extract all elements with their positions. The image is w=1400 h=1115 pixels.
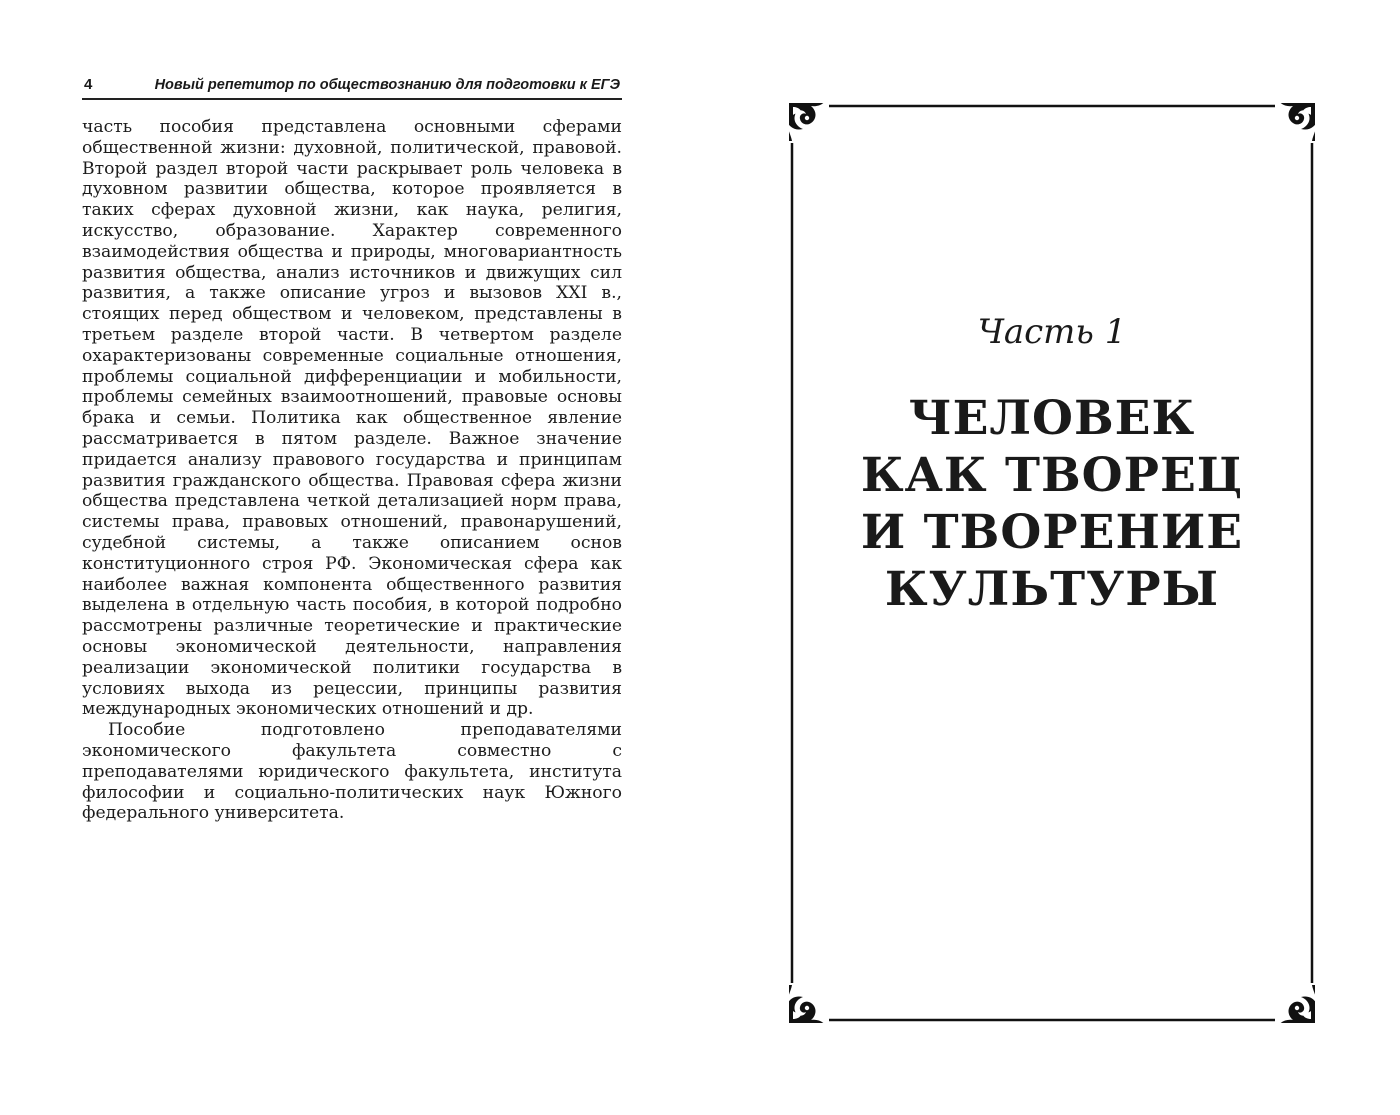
title-line: КАК ТВОРЕЦ: [860, 448, 1244, 503]
paragraph: часть пособия представлена основными сферами общественной жизни: духовной, политической, правовой. Второй раздел второй части раскрывает роль человека в духовном развитии общества, которое проявляется в таких сферах духовной жизни, как наука, религия, искусство, образование. Характер современного взаимодействия общества и природы, многовариантность развития общества, анализ источников и движущих сил развития, а также описание угроз и вызовов XXI в., стоящих перед обществом и человеком, представлены в третьем разделе второй части. В четвертом разделе охарактеризованы современные социальные отношения, проблемы социальной дифференциации и мобильности, проблемы семейных взаимоотношений, правовые основы брака и семьи. Политика как общественное явление рассматривается в пятом разделе. Важное значение придается анализу правового государства и принципам развития гражданского общества. Правовая сфера жизни общества представлена четкой детализацией норм права, системы права, правовых отношений, правонарушений, судебной системы, а также описанием основ конституционного строя РФ. Экономическая сфера как наиболее важная компонента общественного развития выделена в отдельную часть пособия, в которой подробно рассмотрены различные теоретические и практические основы экономической деятельности, направления реализации экономической политики государства в условиях выхода из рецессии, принципы развития международных экономических отношений и др.: [82, 117, 622, 720]
corner-flourish-icon: [1277, 103, 1315, 141]
corner-flourish-icon: [789, 985, 827, 1023]
page-number: 4: [84, 76, 93, 93]
paragraph: Пособие подготовлено преподавателями экономического факультета совместно с преподавателями юридического факультета, института философии и социально-политических наук Южного федерального университета.: [82, 720, 622, 824]
body-text: [82, 117, 622, 824]
part-title: [789, 390, 1315, 618]
corner-flourish-icon: [1277, 985, 1315, 1023]
title-line: КУЛЬТУРЫ: [884, 562, 1220, 617]
title-line: ЧЕЛОВЕК: [908, 391, 1196, 446]
title-line: И ТВОРЕНИЕ: [860, 505, 1244, 560]
corner-flourish-icon: [789, 103, 827, 141]
book-title: Новый репетитор по обществознанию для подготовки к ЕГЭ: [154, 77, 620, 93]
part-label: Часть 1: [977, 312, 1127, 352]
running-head: [82, 74, 622, 100]
